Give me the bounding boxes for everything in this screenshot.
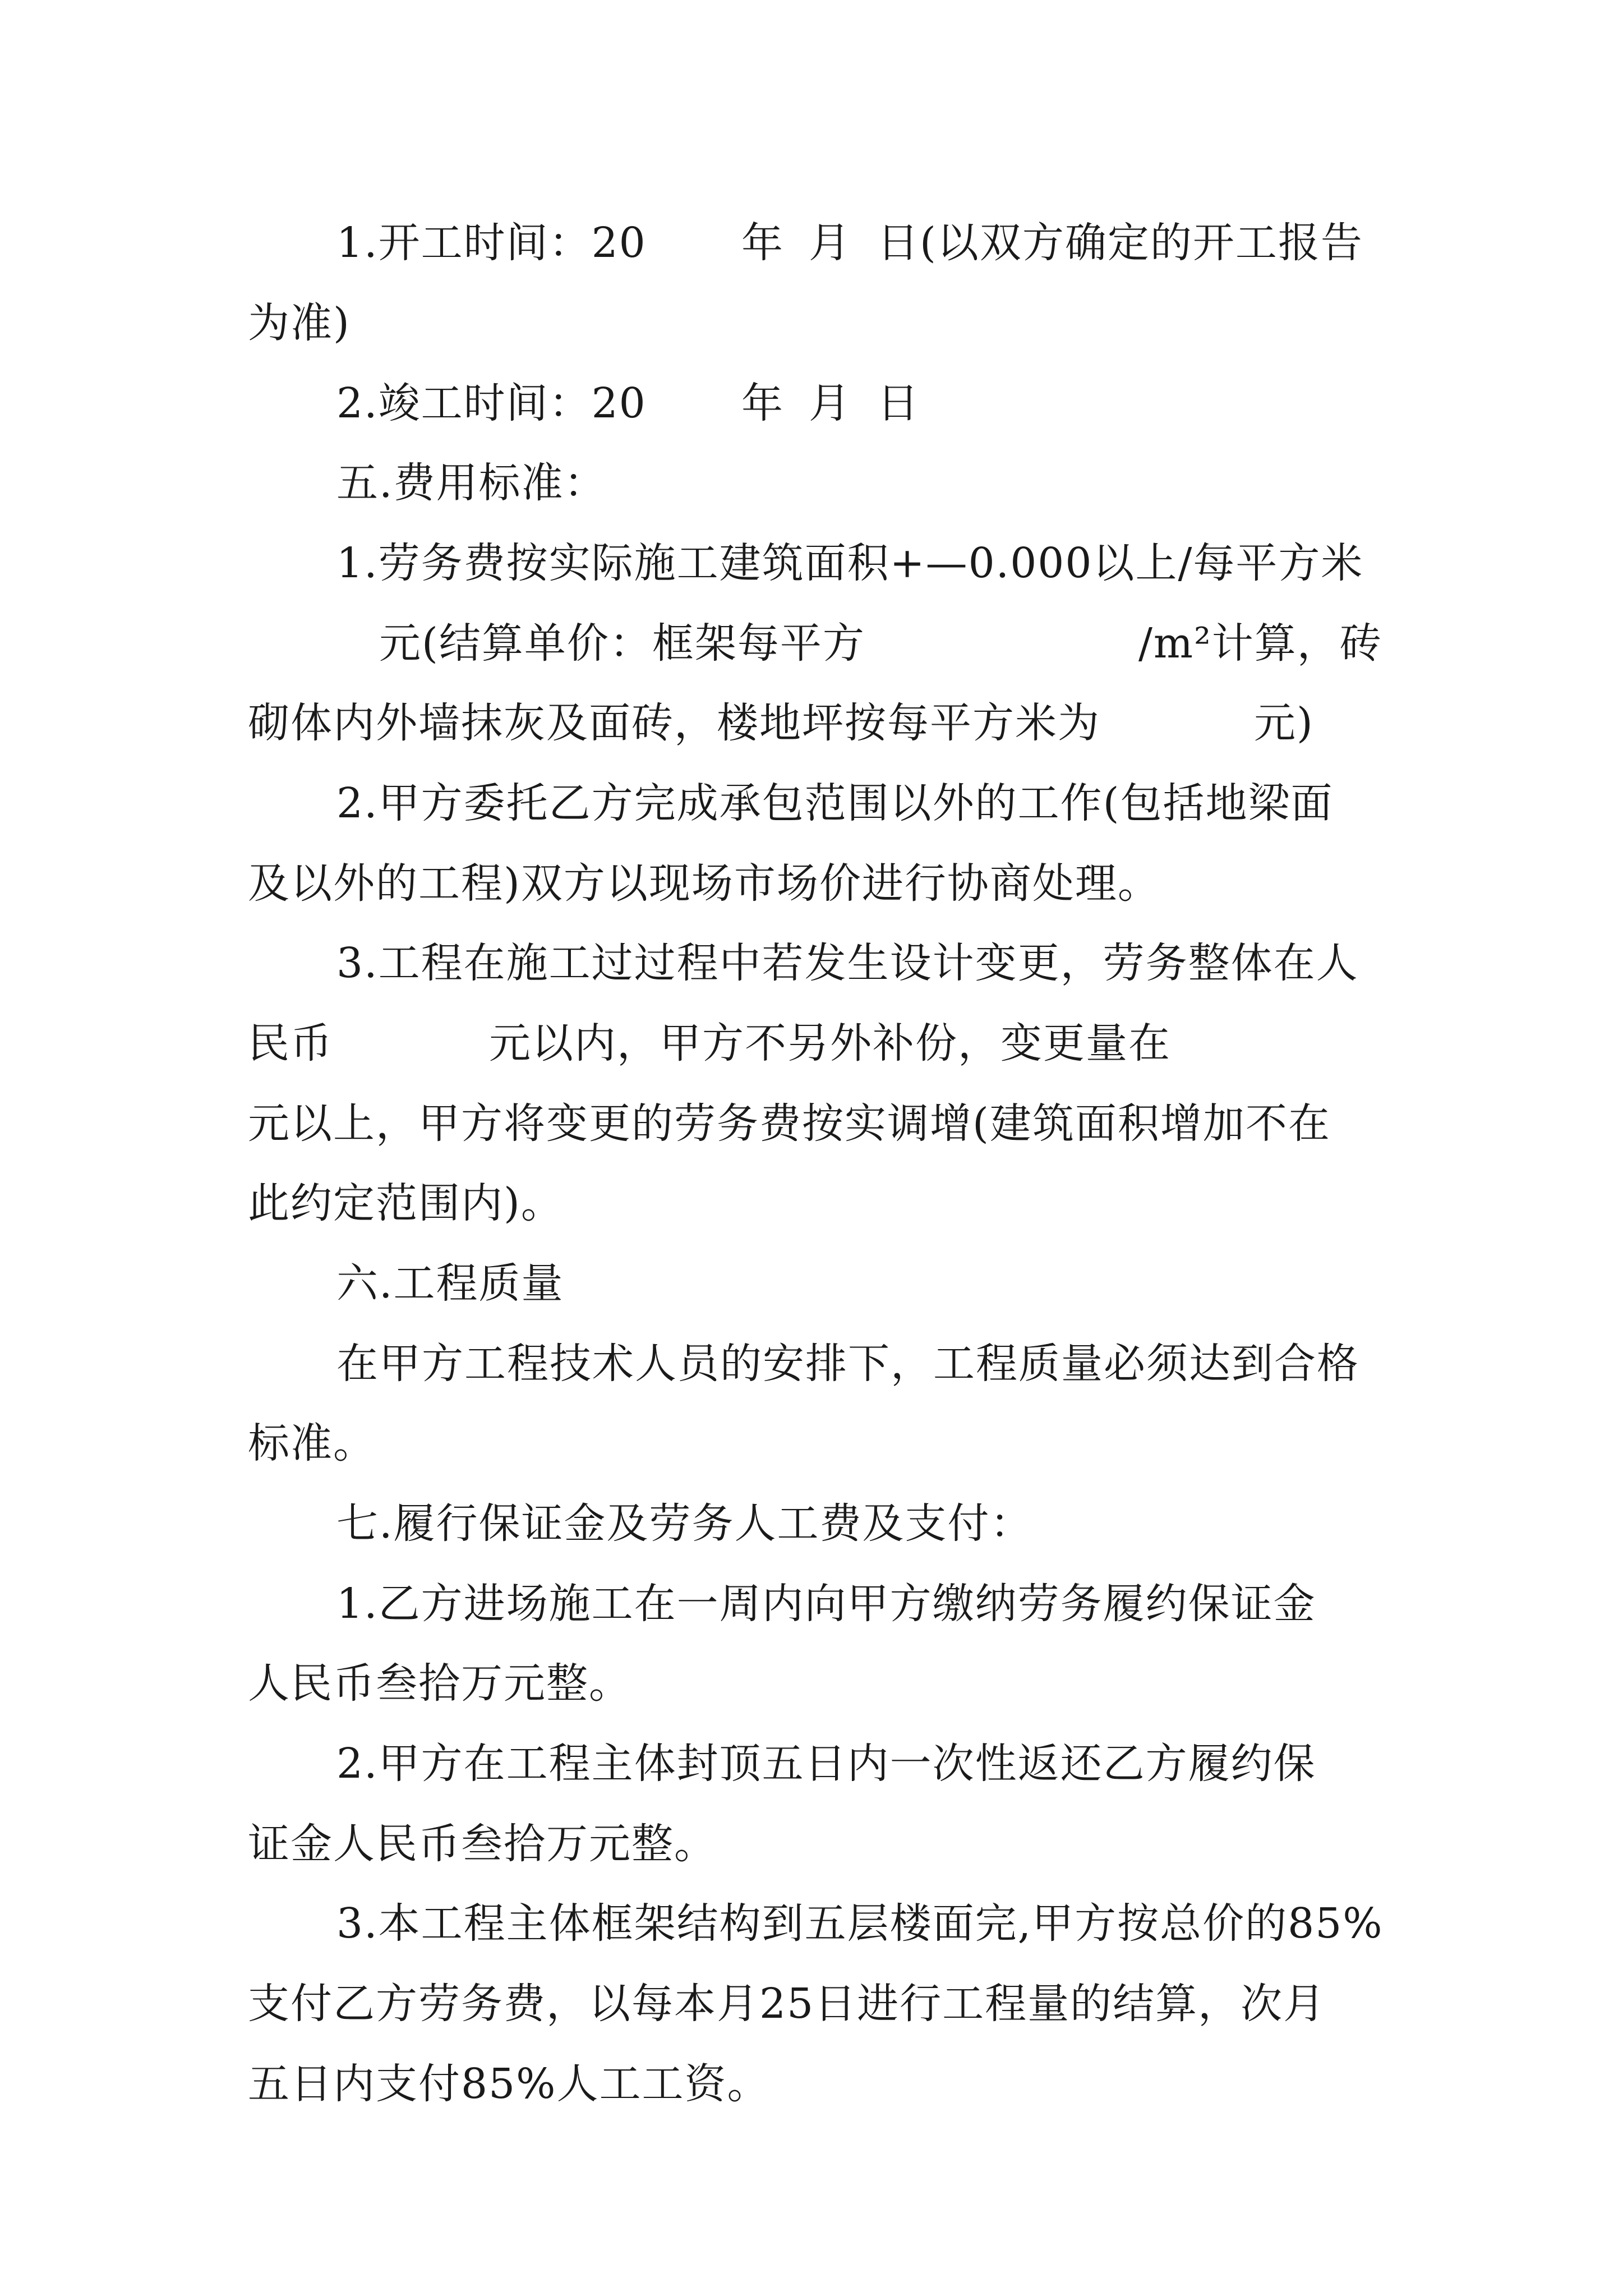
text-segment: 七.履行保证金及劳务人工费及支付： (336, 1499, 1033, 1548)
text-segment: 年 (741, 219, 784, 267)
text-segment: 标准。 (248, 1419, 376, 1467)
text-segment: 2.甲方委托乙方完成承包范围以外的工作(包括地梁面 (336, 779, 1334, 827)
text-line (0, 1013, 1171, 1074)
text-segment: 六.工程质量 (336, 1259, 564, 1308)
text-segment: 及以外的工程)双方以现场市场价进行协商处理。 (248, 859, 1160, 908)
text-line (0, 1973, 1326, 2035)
text-segment: 在甲方工程技术人员的安排下，工程质量必须达到合格 (336, 1340, 1359, 1388)
text-line (0, 532, 1364, 594)
text-line (0, 212, 1363, 274)
text-segment: 1.劳务费按实际施工建筑面积+—0.000以上/每平方米 (336, 539, 1364, 587)
text-segment: 元(结算单价：框架每平方 (379, 619, 865, 668)
text-segment: /m²计算，砖 (1138, 619, 1382, 668)
text-segment: 3.本工程主体框架结构到五层楼面完,甲方按总价的85% (336, 1899, 1384, 1948)
text-line (0, 692, 1314, 754)
text-line (0, 1653, 631, 1714)
text-segment: 民币 (248, 1019, 333, 1068)
text-segment: 2.竣工时间：20 (336, 379, 647, 427)
text-segment: 1.乙方进场施工在一周内向甲方缴纳劳务履约保证金 (336, 1580, 1316, 1628)
text-line (0, 1893, 1384, 1954)
text-segment: 元) (1254, 699, 1314, 747)
text-line (0, 1733, 1316, 1795)
section-heading (0, 1493, 1033, 1554)
text-segment: 人民币叁拾万元整。 (248, 1659, 631, 1708)
text-segment: 3.工程在施工过过程中若发生设计变更，劳务整体在人 (336, 939, 1359, 987)
text-line (0, 372, 920, 434)
text-line (0, 2053, 770, 2115)
text-segment: 1.开工时间：20 (336, 219, 647, 267)
text-segment: 日(以双方确定的开工报告 (877, 219, 1363, 267)
section-heading (0, 1253, 564, 1314)
text-segment: 日 (877, 379, 920, 427)
text-segment: 证金人民币叁拾万元整。 (248, 1820, 717, 1868)
text-line (0, 853, 1160, 914)
text-segment: 支付乙方劳务费，以每本月25日进行工程量的结算，次月 (248, 1980, 1326, 2028)
text-segment: 2.甲方在工程主体封顶五日内一次性返还乙方履约保 (336, 1740, 1316, 1788)
text-segment: 元以内，甲方不另外补份，变更量在 (489, 1019, 1171, 1068)
text-segment: 五日内支付85%人工工资。 (248, 2060, 770, 2108)
text-line (0, 1813, 717, 1875)
text-line (0, 1172, 564, 1234)
text-line (0, 292, 351, 354)
text-segment: 月 (809, 219, 851, 267)
text-line (0, 1412, 376, 1474)
text-segment: 此约定范围内)。 (248, 1179, 564, 1227)
text-segment: 年 (741, 379, 784, 427)
text-line (0, 1573, 1316, 1635)
text-segment: 元以上，甲方将变更的劳务费按实调增(建筑面积增加不在 (248, 1099, 1331, 1148)
text-line (0, 932, 1359, 994)
text-line (0, 1333, 1359, 1395)
text-segment: 为准) (248, 299, 351, 347)
text-line (0, 613, 1382, 674)
text-segment: 五.费用标准： (336, 459, 607, 507)
text-line (0, 772, 1334, 834)
section-heading (0, 452, 607, 514)
text-segment: 月 (809, 379, 851, 427)
text-segment: 砌体内外墙抹灰及面砖，楼地坪按每平方米为 (248, 699, 1100, 747)
text-line (0, 1093, 1331, 1154)
